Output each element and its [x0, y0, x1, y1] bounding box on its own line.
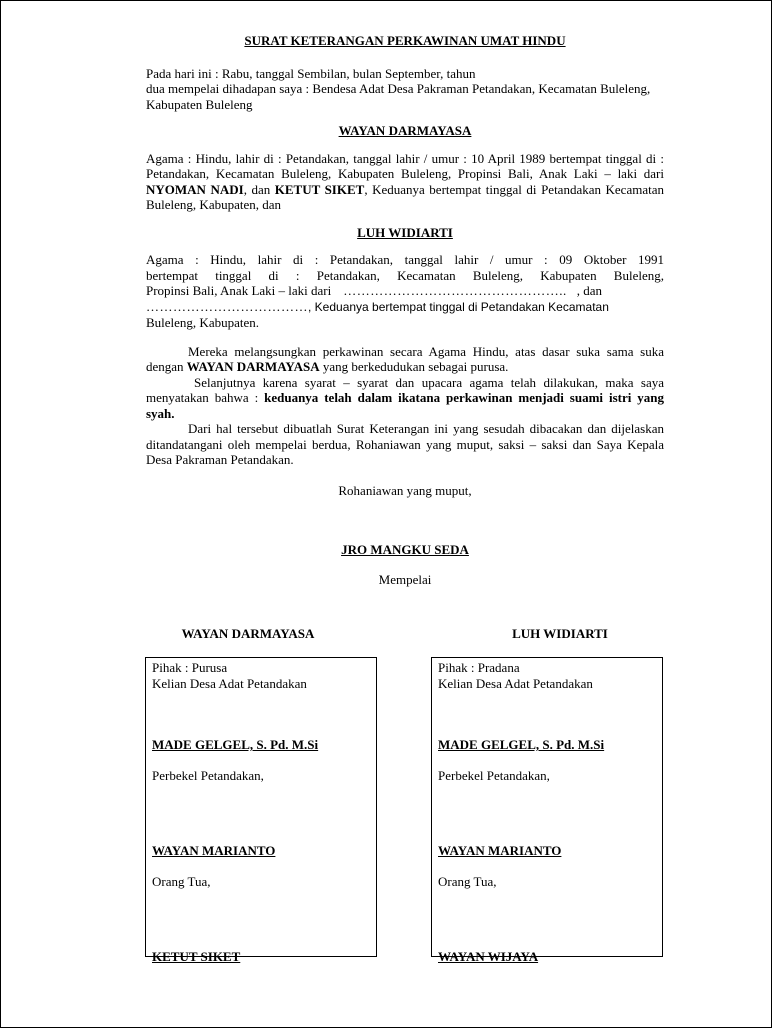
bride-line-4-text: , Keduanya bertempat tinggal di Petandakan Kecamatan	[308, 299, 609, 314]
body-p1-a: Mereka melangsungkan perkawinan secara Agama Hindu, atas dasar suka sama suka dengan	[146, 343, 664, 374]
body-paragraph-2	[146, 375, 664, 422]
bride-kelian-name: MADE GELGEL, S. Pd. M.Si	[438, 737, 605, 752]
bride-perbekel-label: Perbekel Petandakan,	[438, 767, 550, 783]
bride-line-3-a: Propinsi Bali, Anak Laki – laki dari	[146, 283, 332, 298]
groom-text-b: , dan	[243, 181, 275, 197]
document-body	[146, 33, 664, 587]
groom-witness-box	[145, 657, 377, 964]
bride-pihak: Pihak : Pradana	[438, 660, 520, 675]
groom-father-name: NYOMAN NADI	[146, 181, 244, 197]
groom-kelian-label: Kelian Desa Adat Petandakan	[152, 675, 307, 691]
intro-line-2: dua mempelai dihadapan saya : Bendesa Adat Desa Pakraman Petandakan, Kecamatan Buleleng, Kabupaten Buleleng	[146, 81, 651, 112]
rohaniawan-label: Rohaniawan yang muput,	[338, 482, 472, 498]
intro-line-1: Pada hari ini : Rabu, tanggal Sembilan, bulan September, tahun	[146, 65, 476, 81]
document-title: SURAT KETERANGAN PERKAWINAN UMAT HINDU	[244, 33, 566, 48]
groom-mother-name: KETUT SIKET	[274, 181, 365, 197]
groom-sign-name: WAYAN DARMAYASA	[181, 626, 315, 641]
bride-dots-1: …………………………………………..	[343, 283, 567, 298]
bride-sign-name: LUH WIDIARTI	[512, 626, 608, 641]
bride-line-3	[146, 283, 664, 299]
bride-dots-2: ………………………………	[146, 298, 308, 314]
body-paragraph-3: Dari hal tersebut dibuatlah Surat Keterangan ini yang sesudah dibacakan dan dijelaskan ditandatangani oleh mempelai berdua, Rohaniawan yang muput, saksi – saksi dan Saya Kepala Desa Pakraman Petandakan.	[146, 421, 664, 467]
groom-text-a: Agama : Hindu, lahir di : Petandakan, tanggal lahir / umur : 10 April 1989 bertempat tinggal di : Petandakan, Kecamatan Buleleng, Kabupaten Buleleng, Propinsi Bali, Anak Laki – laki dari	[146, 150, 664, 181]
bride-line-1: Agama : Hindu, lahir di : Petandakan, tanggal lahir / umur : 09 Oktober 1991	[146, 252, 664, 267]
body-paragraph-1	[146, 344, 664, 375]
bride-witness-box	[431, 657, 663, 964]
bride-line-4	[146, 299, 664, 316]
bride-kelian-label: Kelian Desa Adat Petandakan	[438, 675, 593, 691]
groom-signature-heading	[130, 626, 366, 642]
body-p2-a: Selanjutnya karena syarat – syarat dan upacara agama telah dilakukan, maka saya menyatakan bahwa :	[146, 374, 664, 405]
groom-ortu-name: KETUT SIKET	[152, 949, 241, 964]
bride-perbekel-name: WAYAN MARIANTO	[438, 843, 562, 858]
groom-kelian-name: MADE GELGEL, S. Pd. M.Si	[152, 737, 319, 752]
groom-pihak: Pihak : Purusa	[152, 660, 228, 675]
groom-perbekel-name: WAYAN MARIANTO	[152, 843, 276, 858]
bride-ortu-name: WAYAN WIJAYA	[438, 949, 539, 964]
bride-line-3-b: , dan	[576, 283, 603, 298]
groom-text-c: , Keduanya bertempat tinggal di Petandakan Kecamatan Buleleng, Kabupaten, dan	[146, 181, 664, 212]
bride-line-2: bertempat tinggal di : Petandakan, Kecamatan Buleleng, Kabupaten Buleleng,	[146, 267, 664, 283]
mempelai-label: Mempelai	[378, 571, 432, 587]
rohaniawan-name: JRO MANGKU SEDA	[341, 542, 469, 557]
groom-perbekel-label: Perbekel Petandakan,	[152, 767, 264, 783]
bride-ortu-label: Orang Tua,	[438, 873, 497, 889]
groom-heading: WAYAN DARMAYASA	[338, 123, 472, 138]
body-p1-b: yang berkedudukan sebagai purusa.	[319, 359, 509, 374]
bride-heading: LUH WIDIARTI	[357, 224, 453, 240]
body-p1-bold: WAYAN DARMAYASA	[186, 359, 320, 374]
groom-paragraph	[146, 151, 664, 213]
body-p2-bold: keduanya telah dalam ikatana perkawinan menjadi suami istri yang syah.	[146, 390, 664, 421]
groom-ortu-label: Orang Tua,	[152, 873, 211, 889]
bride-line-5: Buleleng, Kabupaten.	[146, 315, 259, 330]
bride-signature-heading	[442, 626, 678, 642]
